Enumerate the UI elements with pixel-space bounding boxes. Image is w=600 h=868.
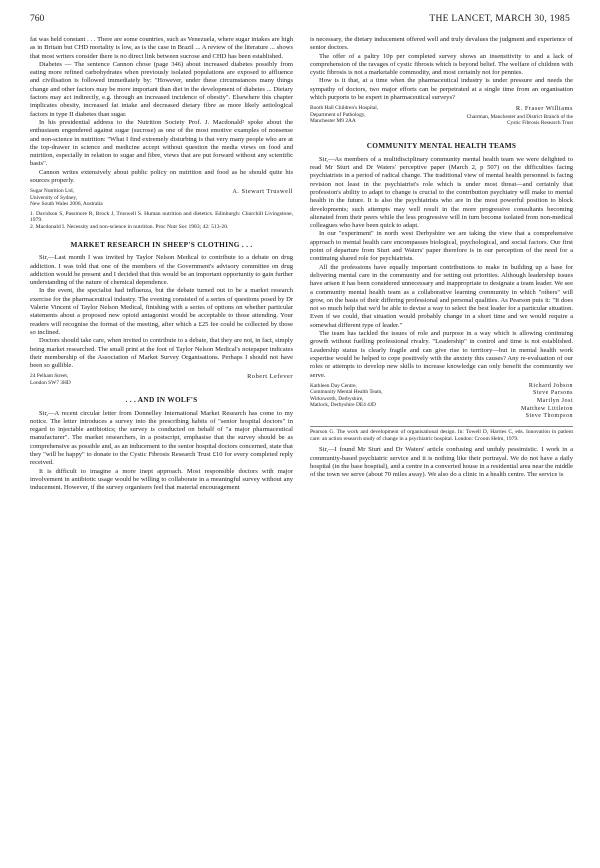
letter-heading: COMMUNITY MENTAL HEALTH TEAMS <box>366 141 517 151</box>
journal-running-title: THE LANCET, MARCH 30, 1985 <box>429 14 570 24</box>
body-paragraph: All the professions have equally important contributions to make in building up a base for delivering mental care in the community and for setting out priorities. Although leadership issues have arisen it has been considered unnecessary and inappropriate to designate a team leader. We see a community mental health team as a collaborative learning community in which "others" will grow, on the basis of their differing professional and personal qualities. As Pearson puts it: "It does not so much help that we'd be able to devise a way to select the best leader for a particular situation. Even if we could, that situation would probably change in a short time and we would require a somewhat different type of leader." <box>310 263 573 329</box>
body-paragraph: is necessary, the dietary inducement offered well and truly devalues the judgment and experience of senior doctors. <box>310 36 573 52</box>
author-signature: R. Fraser Williams <box>515 105 573 113</box>
running-header <box>30 14 570 28</box>
body-paragraph: The team has tackled the issues of role and purpose in a way which is allowing continuing growth without fuelling professional rivalry. "Leadership" in control and time is not established. Leadership status is clearly fragile and can give rise to territory—but in mental health work expertise would be helped to cope positively with the anxiety this causes? Any re-evaluation of our roles or attempts to develop new skills to increase knowledge can only benefit the community we serve. <box>310 330 573 379</box>
author-signature-group <box>453 105 573 126</box>
author-address: Kathleen Day Centre, Community Mental Health Team, Wirksworth, Derbyshire, Matlock, Derbyshire DE4 4JD <box>310 382 383 409</box>
signature-block <box>30 188 293 207</box>
body-paragraph: The offer of a paltry 10p per completed survey shows an insensitivity to and a lack of comprehension of the ravages of cystic fibrosis which is beyond belief. The welfare of children with cystic fibrosis is not a marketable commodity, and most certainly not for pennies. <box>310 52 573 77</box>
page-number: 760 <box>30 14 45 24</box>
body-paragraph: Doctors should take care, when invited to contribute to a debate, that they are not, in fact, simply being market researched. The small print at the foot of Taylor Nelson Medical's notepaper indicates their membership of the Association of Market Survey Organisations. Perhaps I should not have been so gullible. <box>30 337 293 370</box>
body-paragraph: In our "experiment" in north west Derbyshire we are taking the view that a comprehensive approach to mental health care encompasses biological, psychological, and social factors. Our first point of departure from Sturt and Waters' paper therefore is in our perception of the need for a continuing shared role for psychiatrists. <box>310 230 573 263</box>
author-address: Booth Hall Children's Hospital, Department of Pathology, Manchester M9 2AA <box>310 105 379 125</box>
letter-heading: . . . AND IN WOLF'S <box>125 395 198 405</box>
signature-block <box>310 383 573 421</box>
author-address: Sugar Nutrition Ltd, University of Sydney, New South Wales 2006, Australia <box>30 188 103 208</box>
author-address: 24 Pelham Street, London SW7 3HD <box>30 373 71 386</box>
left-column <box>30 36 293 492</box>
reference-list: 1. Davidson S, Passmore R, Brock J, Truswell S. Human nutrition and dietetics. Edinburgh: Churchill Livingstone, 1979. 2. Macdonald I. Necessity and non-science in nutrition. Proc Nutr Soc 1983; 42: 513-20. <box>30 210 293 231</box>
body-paragraph: In the event, the specialist had influenza, but the debate turned out to be a market research exercise for the pharmaceutical industry. The evening consisted of a series of questions posed by Dr Valerie Vincent of Taylor Nelson Medical, finishing with a series of options on whether particular statements about a proposed new opioid antagonist would be acceptable to those attending. Your readers will recognise the format of the meeting, after which a £25 fee could be collected by those so inclined. <box>30 287 293 336</box>
body-paragraph: Cannon writes extensively about public policy on nutrition and food as he should quite his sources properly. <box>30 168 293 185</box>
right-column <box>310 36 573 480</box>
signature-block <box>310 105 573 126</box>
author-signature: Robert Lefever <box>247 373 293 381</box>
signature-block <box>30 373 293 386</box>
body-paragraph: Sir,—Last month I was invited by Taylor Nelson Medical to contribute to a debate on drug addiction. I was told that one of the members of the Government's advisory committee on drug addiction would be present and I decided that this would be an important opportunity to gain further understanding of the nature of chemical dependence. <box>30 254 293 287</box>
author-signature: A. Stewart Truswell <box>232 188 293 196</box>
body-paragraph: Sir,—I found Mr Sturt and Dr Waters' article confusing and unduly pessimistic. I work in a community-based psychiatric service and it is nothing like their portrayal. We do not have a daily hospital (in the base hospital), and a centre in a converted house in a residential area near the middle of the town we serve (about 70 miles away). We also do a clinic in a health centre. The service is <box>310 446 573 479</box>
body-paragraph: In his presidential address to the Nutrition Society Prof. J. Macdonald² spoke about the enthusiasm engendered against sugar (sucrose) as one of the most emotive examples of nonsense and non-science in nutrition: "What I find extremely disturbing is that very many people who are at the top-drawer in science and medicine accept without question the media views on food and nutrition, especially in relation to sugar and fibre, views that are put forward without any scientific basis". <box>30 118 293 168</box>
body-paragraph: fat was held constant . . . There are some countries, such as Venezuela, where sugar intakes are high as in Britain but CHD mortality is low, as is the case in Brazil ... A review of the literature ... shows that most writers consider there is no direct link between sucrose and CHD has been established. <box>30 36 293 60</box>
body-paragraph: Sir,—A recent circular letter from Donnelley International Market Research has come to my notice. The letter introduces a survey into the prescribing habits of "senior hospital doctors" in regard to injectable antibiotics; the survey is conducted on behalf of "a major pharmaceutical manufacturer". The market researchers, in a postscript, emphasise that the survey should be as comprehensive as possible and, as an inducement to the senior hospital doctors concerned, state that they "will be happy" to donate to the Cystic Fibrosis Research Trust £10 for every completed reply received. <box>30 409 293 467</box>
body-paragraph: How is it that, at a time when the pharmaceutical industry is under pressure and needs the sympathy of doctors, two major efforts can be perpetrated at a single time from an organisation which purports to be expert in pharmaceutical surveys? <box>310 77 573 102</box>
author-role: Chairman, Manchester and District Branch of the Cystic Fibrosis Research Trust <box>466 113 573 127</box>
footnote: Pearson G. The work and development of organisational design. In: Towell D, Harries C, eds. Innovation in patient care: an action research study of change in a psychiatric hospital. London: Croom Helm, 1979. <box>310 426 573 443</box>
letter-heading: MARKET RESEARCH IN SHEEP'S CLOTHING . . . <box>70 239 253 249</box>
author-names: Richard Jobson Steve Parsons Marilyn Jost Matthew Littleton Steve Thompson <box>521 382 573 420</box>
body-paragraph: Diabetes — The sentence Cannon chose (page 346) about increased diabetes possibly from eating more refined carbohydrates when previously isolated populations are exposed to affluence and civilisation is followed immediately by: "However, under these circumstances many things change and other factors may be more important than diet in the development of diabetes ... Dietary factors may act indirectly, e.g. through an increased incidence of obesity". Elsewhere this chapter implicates obesity, increased fat intake and decreased dietary fibre as more likely aetiological factors in type II diabetes than sugar. <box>30 60 293 118</box>
body-paragraph: It is difficult to imagine a more inept approach. Most responsible doctors with major involvement in antibiotic usage would be willing to collaborate in a meaningful survey without any inducement. However, if the survey organisers feel that material encouragement <box>30 467 293 492</box>
body-paragraph: Sir,—As members of a multidisciplinary community mental health team we were delighted to read Mr Sturt and Dr Waters' perceptive paper (March 2, p 507) on the difficulties facing psychiatrists in a period of radical change. The traditional view of mental health personnel is facing revision not least in the psychiatrist's role which is under most threat—and certainly that profession's ability to adapt to change is crucial to the contribution psychiatry will make to mental health in the future. It is also the psychiatrists who are in the most powerful position to block developments; such attempts may well result in the more progressive consultants becoming alienated from their peers while the less progressive will in turn become isolated from non-medical colleagues who have been quick to adapt. <box>310 155 573 230</box>
